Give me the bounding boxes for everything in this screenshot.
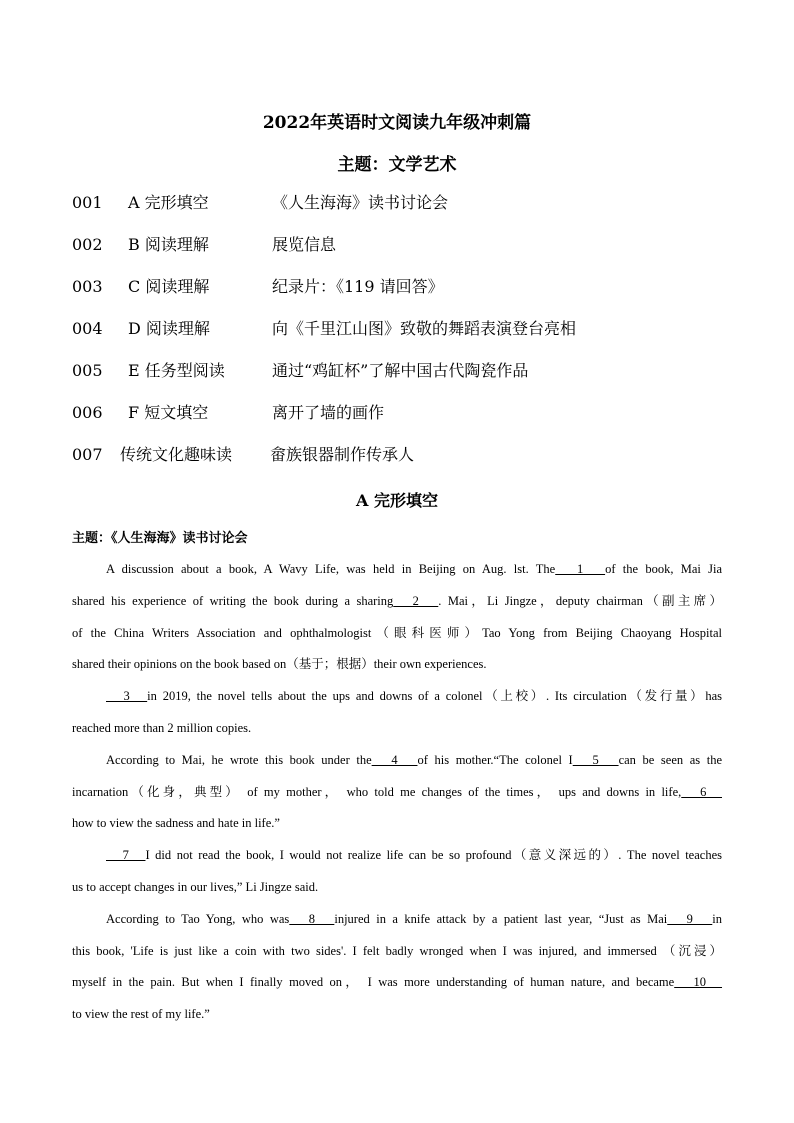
passage-line [72,969,722,1001]
answer-blank: 9 [667,911,713,926]
answer-blank: 8 [289,911,335,926]
passage-line [72,747,722,779]
toc-topic: 展览信息 [272,235,337,254]
passage-text: to view the rest of my life.” [72,1007,210,1022]
toc-row [72,190,772,232]
passage-text: of his mother.“The colonel I [417,752,573,767]
toc-topic: 离开了墙的画作 [272,403,385,422]
passage-text: of the China Writers Association and ophthalmologist（眼科医师）Tao Yong from Beijing Chaoyang Hospital [72,625,722,640]
answer-blank: 4 [371,752,418,767]
passage-line [72,938,722,970]
section-topic: 主题：《人生海海》读书讨论会 [72,531,248,546]
answer-blank: 5 [572,752,619,767]
passage-line [72,588,722,620]
toc-section: E 任务型阅读 [128,361,225,380]
toc-section: 传统文化趣味读 [120,445,233,464]
passage-line [72,683,722,715]
toc-section: D 阅读理解 [128,319,210,338]
passage-text: in 2019, the novel tells about the ups and downs of a colonel（上校）. Its circulation（发行量）has [147,689,723,704]
passage-text: According to Tao Yong, who was [106,911,290,926]
passage-line [72,810,722,842]
answer-blank: 6 [681,784,722,799]
passage-text: of the book, Mai Jia [605,562,722,576]
passage-text: A discussion about a book, A Wavy Life, was held in Beijing on Aug. lst. The [106,562,556,576]
toc-row [72,274,772,316]
toc-topic: 畲族银器制作传承人 [270,445,415,464]
passage-line [72,779,722,811]
toc-topic: 向《千里江山图》致敬的舞蹈表演登台亮相 [272,319,577,338]
passage-text: I did not read the book, I would not realize life can be so profound（意义深远的）. The novel teaches [145,848,722,863]
toc-topic: 纪录片：《119 请回答》 [272,277,444,296]
table-of-contents [72,190,772,484]
toc-number: 005 [72,361,103,380]
toc-row [72,400,772,442]
passage-text: shared their opinions on the book based on（基于；根据）their own experiences. [72,657,487,672]
passage-line [72,906,722,938]
document-title: 2022年英语时文阅读九年级冲刺篇 [262,113,532,133]
toc-row [72,358,772,400]
passage [72,556,722,1033]
toc-section: F 短文填空 [128,403,209,422]
passage-line [72,715,722,747]
passage-text: injured in a knife attack by a patient last year, “Just as Mai [334,911,668,926]
toc-number: 007 [72,445,103,464]
passage-line [72,556,722,588]
section-heading: A 完形填空 [356,491,438,510]
toc-number: 001 [72,193,103,212]
passage-text: According to Mai, he wrote this book under the [106,752,372,767]
toc-section: A 完形填空 [128,193,209,212]
passage-text: how to view the sadness and hate in life.” [72,816,280,831]
passage-text: myself in the pain. But when I finally moved on， I was more understanding of human nature, and became [72,975,675,990]
passage-text: can be seen as the [618,752,723,767]
passage-text: shared his experience of writing the book during a sharing [72,593,394,608]
document-subtitle: 主题：文学艺术 [337,155,457,175]
passage-text: . Mai，Li Jingze，deputy chairman（副主席） [438,593,723,608]
toc-row [72,442,772,484]
toc-number: 006 [72,403,103,422]
passage-text: in [712,911,723,926]
answer-blank: 7 [106,848,146,863]
toc-number: 004 [72,319,103,338]
passage-line [72,1001,722,1033]
passage-line [72,842,722,874]
passage-text: incarnation（化身，典型） of my mother， who told me changes of the times， ups and downs in life, [72,784,682,799]
toc-number: 003 [72,277,103,296]
passage-line [72,874,722,906]
toc-row [72,232,772,274]
toc-row [72,316,772,358]
passage-text: this book, 'Life is just like a coin with two sides'. I felt badly wronged when I was injured, and immersed （沉浸） [72,943,722,958]
toc-topic: 通过“鸡缸杯”了解中国古代陶瓷作品 [272,361,529,380]
passage-line [72,651,722,683]
answer-blank: 3 [106,689,148,704]
toc-topic: 《人生海海》读书讨论会 [272,193,449,212]
answer-blank: 1 [555,562,606,576]
passage-text: reached more than 2 million copies. [72,720,252,735]
toc-section: C 阅读理解 [128,277,210,296]
toc-section: B 阅读理解 [128,235,209,254]
toc-number: 002 [72,235,103,254]
answer-blank: 2 [393,593,439,608]
answer-blank: 10 [674,975,723,990]
passage-line [72,620,722,652]
passage-text: us to accept changes in our lives,” Li Jingze said. [72,879,319,894]
